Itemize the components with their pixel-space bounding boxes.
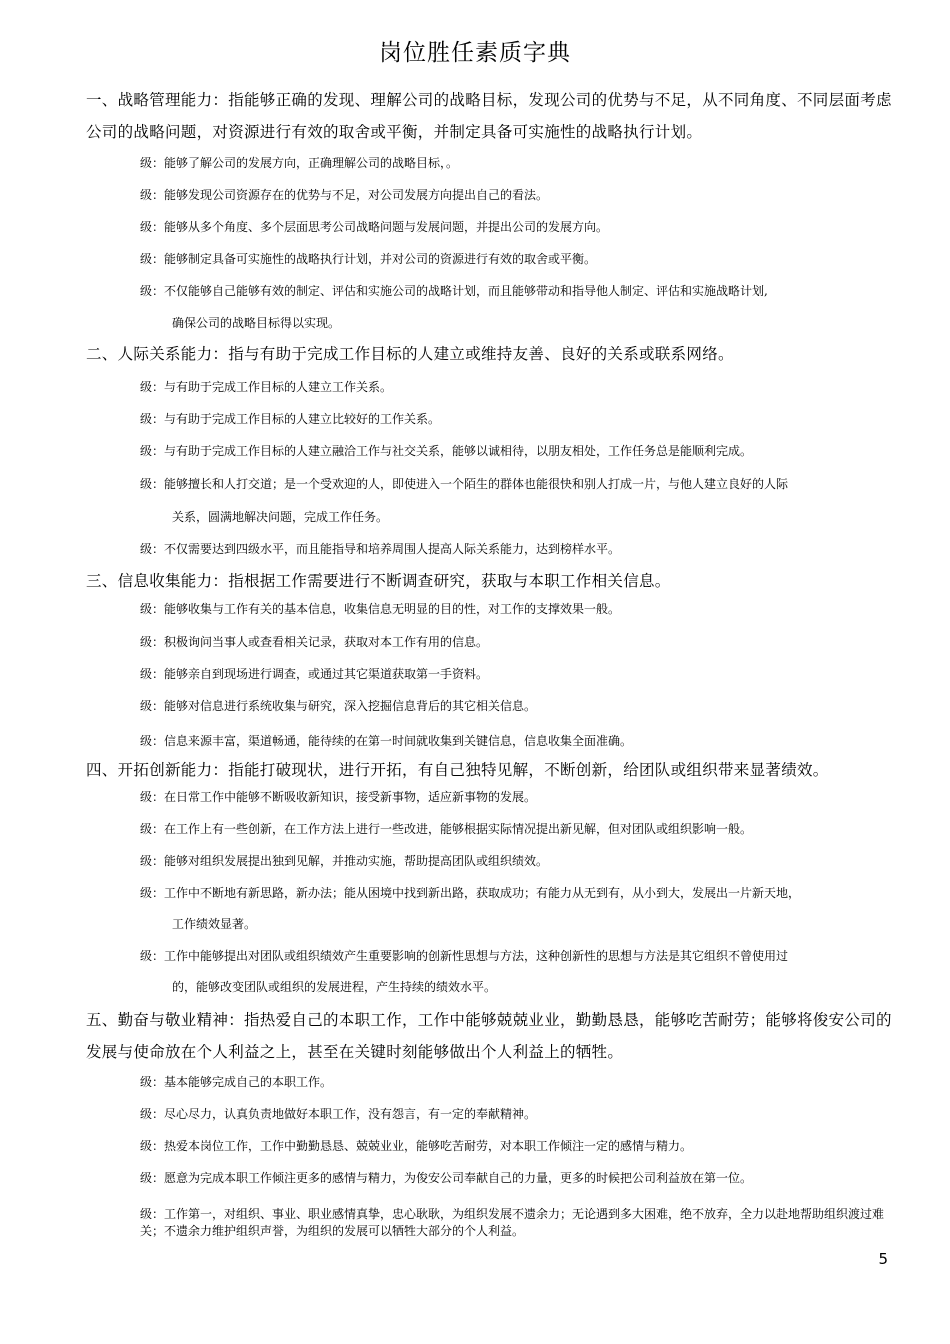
level-item: 级：信息来源丰富，渠道畅通，能待续的在第一时间就收集到关键信息，信息收集全面准确。 xyxy=(140,734,633,748)
level-item: 级：基本能够完成自己的本职工作。 xyxy=(140,1075,333,1089)
level-item-continuation: 关系，圆满地解决问题，完成工作任务。 xyxy=(172,510,389,524)
level-item: 级：能够制定具备可实施性的战略执行计划，并对公司的资源进行有效的取舍或平衡。 xyxy=(140,252,597,266)
page-number: 5 xyxy=(878,1250,888,1268)
level-item: 级：能够亲自到现场进行调查，或通过其它渠道获取第一手资料。 xyxy=(140,667,489,681)
level-item: 级：能够擅长和人打交道；是一个受欢迎的人，即使进入一个陌生的群体也能很快和别人打成一片，与他人建立良好的人际 xyxy=(140,477,789,491)
section-heading-information: 三、信息收集能力：指根据工作需要进行不断调查研究，获取与本职工作相关信息。 xyxy=(86,572,671,590)
level-item: 级：在工作上有一些创新，在工作方法上进行一些改进，能够根据实际情况提出新见解，但对团队或组织影响一般。 xyxy=(140,822,753,836)
level-item: 级：与有助于完成工作目标的人建立比较好的工作关系。 xyxy=(140,412,441,426)
level-item-continuation: 确保公司的战略目标得以实现。 xyxy=(172,316,341,330)
section-heading-interpersonal: 二、人际关系能力：指与有助于完成工作目标的人建立或维持友善、良好的关系或联系网络。 xyxy=(86,345,734,363)
level-item: 级：愿意为完成本职工作倾注更多的感情与精力，为俊安公司奉献自己的力量，更多的时候把公司利益放在第一位。 xyxy=(140,1171,753,1185)
level-item: 级：与有助于完成工作目标的人建立融洽工作与社交关系，能够以诚相待，以朋友相处，工作任务总是能顺利完成。 xyxy=(140,444,753,458)
level-item: 级：不仅能够自己能够有效的制定、评估和实施公司的战略计划，而且能够带动和指导他人制定、评估和实施战略计划, xyxy=(140,284,768,298)
level-item: 级：能够了解公司的发展方向，正确理解公司的战略目标，。 xyxy=(140,156,459,170)
level-item-continuation: 的，能够改变团队或组织的发展进程，产生持续的绩效水平。 xyxy=(172,980,497,994)
level-item: 级：工作中不断地有新思路，新办法；能从困境中找到新出路，获取成功；有能力从无到有，从小到大，发展出一片新天地， xyxy=(140,886,801,900)
level-item: 级：能够对组织发展提出独到见解，并推动实施，帮助提高团队或组织绩效。 xyxy=(140,854,549,868)
level-item: 级：积极询问当事人或查看相关记录，获取对本工作有用的信息。 xyxy=(140,635,489,649)
level-item: 级：能够发现公司资源存在的优势与不足，对公司发展方向提出自己的看法。 xyxy=(140,188,549,202)
level-item: 级：与有助于完成工作目标的人建立工作关系。 xyxy=(140,380,393,394)
section-heading-diligence: 五、勤奋与敬业精神：指热爱自己的本职工作，工作中能够兢兢业业，勤勤恳恳，能够吃苦耐劳；能够将俊安公司的发展与使命放在个人利益之上，甚至在关键时刻能够做出个人利益上的牺牲。 xyxy=(86,1011,892,1061)
level-item: 级：在日常工作中能够不断吸收新知识，接受新事物，适应新事物的发展。 xyxy=(140,790,537,804)
level-item-continuation: 工作绩效显著。 xyxy=(172,917,257,931)
page-title: 岗位胜任素质字典 xyxy=(379,40,571,66)
level-item: 级：能够收集与工作有关的基本信息，收集信息无明显的目的性，对工作的支撑效果一般。 xyxy=(140,602,621,616)
level-item: 级：工作中能够提出对团队或组织绩效产生重要影响的创新性思想与方法，这种创新性的思想与方法是其它组织不曾使用过 xyxy=(140,949,789,963)
section-heading-innovation: 四、开拓创新能力：指能打破现状，进行开拓，有自己独特见解，不断创新，给团队或组织带来显著绩效。 xyxy=(86,761,829,779)
section-heading-strategy: 一、战略管理能力：指能够正确的发现、理解公司的战略目标，发现公司的优势与不足，从不同角度、不同层面考虑公司的战略问题，对资源进行有效的取舍或平衡，并制定具备可实施性的战略执行计划。 xyxy=(86,91,892,141)
level-item: 级：能够对信息进行系统收集与研究，深入挖掘信息背后的其它相关信息。 xyxy=(140,699,537,713)
level-item: 级：热爱本岗位工作，工作中勤勤恳恳、兢兢业业，能够吃苦耐劳，对本职工作倾注一定的感情与精力。 xyxy=(140,1139,693,1153)
level-item: 级：尽心尽力，认真负责地做好本职工作，没有怨言，有一定的奉献精神。 xyxy=(140,1107,537,1121)
level-item: 级：工作第一，对组织、事业、职业感情真挚，忠心耿耿，为组织发展不遗余力；无论遇到多大困难，绝不放弃，全力以赴地帮助组织渡过难关；不遗余力维护组织声誉，为组织的发展可以牺牲大部分的个人利益。 xyxy=(140,1207,885,1238)
level-item: 级：能够从多个角度、多个层面思考公司战略问题与发展问题，并提出公司的发展方向。 xyxy=(140,220,609,234)
level-item: 级：不仅需要达到四级水平，而且能指导和培养周围人提高人际关系能力，达到榜样水平。 xyxy=(140,542,621,556)
